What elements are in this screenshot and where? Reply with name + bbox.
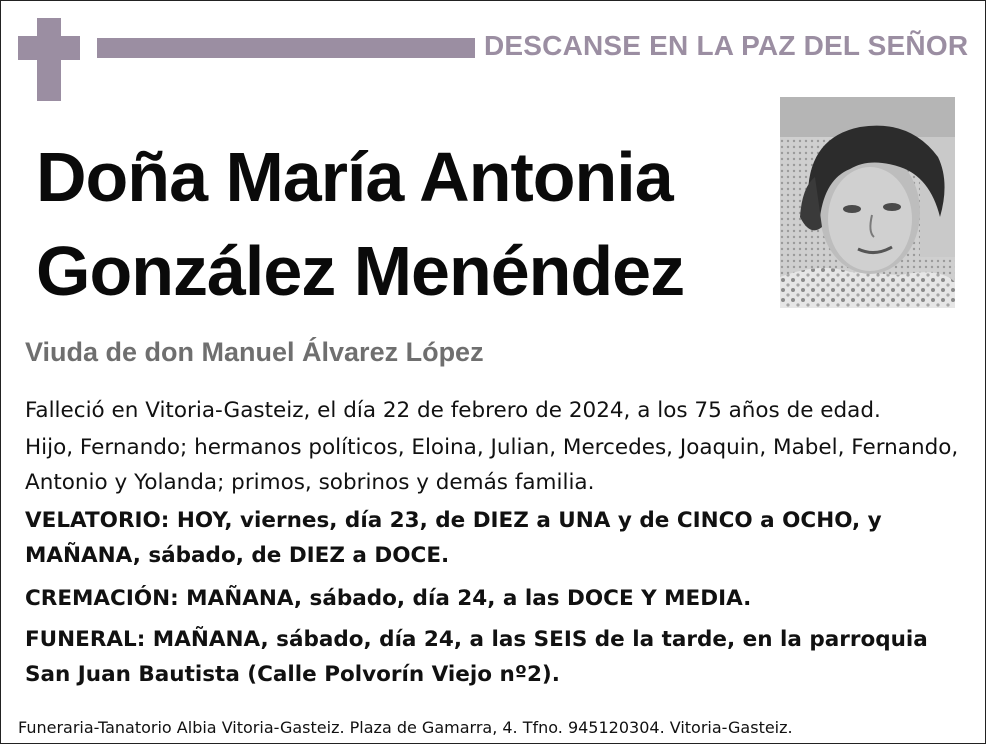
rest-in-peace-heading: DESCANSE EN LA PAZ DEL SEÑOR: [484, 30, 969, 61]
header-divider-bar: [97, 38, 475, 58]
deceased-name: [36, 130, 766, 318]
wake-details: VELATORIO: HOY, viernes, día 23, de DIEZ a UNA y de CINCO a OCHO, y MAÑANA, sábado, de DIEZ a DOCE.: [25, 508, 882, 568]
obituary-body: [25, 393, 965, 692]
cremation-details: CREMACIÓN: MAÑANA, sábado, día 24, a las DOCE Y MEDIA.: [25, 586, 752, 611]
deceased-name-line1: Doña María Antonia: [36, 138, 673, 216]
family-list: Hijo, Fernando; hermanos políticos, Eloina, Julian, Mercedes, Joaquin, Mabel, Fernando, Antonio y Yolanda; primos, sobrinos y demás familia.: [25, 435, 959, 495]
deceased-portrait-photo: [780, 97, 955, 308]
portrait-image: [780, 97, 955, 308]
widow-of-line: Viuda de don Manuel Álvarez López: [25, 337, 484, 367]
funeral-details: FUNERAL: MAÑANA, sábado, día 24, a las SEIS de la tarde, en la parroquia San Juan Bautista (Calle Polvorín Viejo nº2).: [25, 627, 928, 687]
death-notice: Falleció en Vitoria-Gasteiz, el día 22 de febrero de 2024, a los 75 años de edad.: [25, 398, 881, 423]
deceased-name-line2: González Menéndez: [36, 232, 685, 310]
cross-horizontal-bar: [18, 36, 80, 60]
funeral-home-footer: Funeraria-Tanatorio Albia Vitoria-Gasteiz. Plaza de Gamarra, 4. Tfno. 945120304. Vitoria-Gasteiz.: [18, 718, 793, 737]
